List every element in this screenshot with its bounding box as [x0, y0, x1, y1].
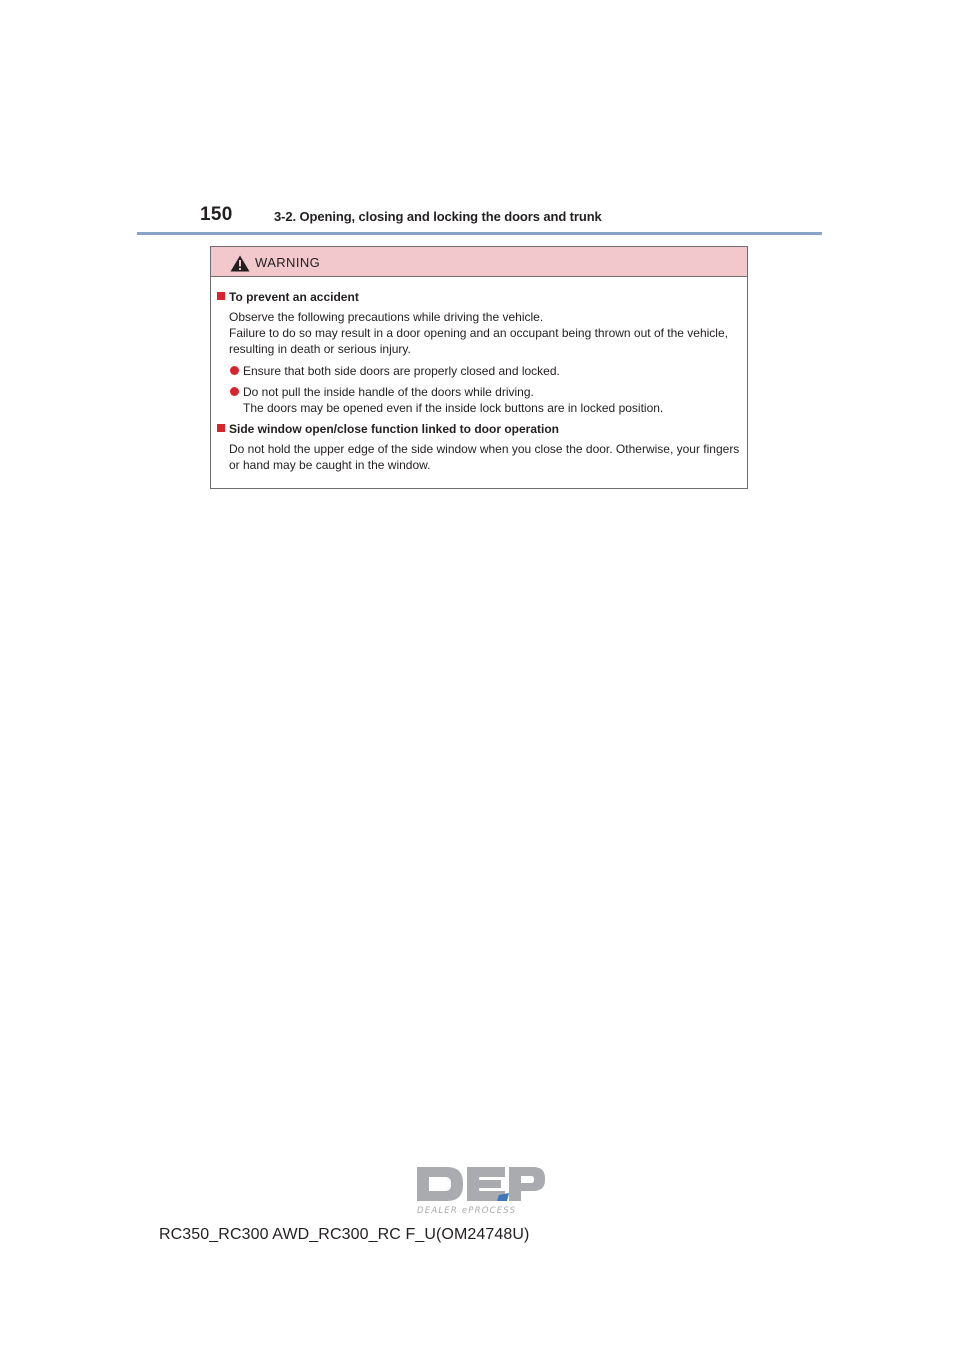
list-item-text: Do not pull the inside handle of the doors while driving. — [243, 385, 534, 399]
list-item — [229, 384, 743, 416]
bullet-list — [229, 363, 749, 416]
warning-header — [211, 247, 747, 277]
item-paragraph: Failure to do so may result in a door opening and an occupant being thrown out of the vehicle, resulting in death or serious injury. — [229, 326, 728, 356]
item-paragraph: Do not hold the upper edge of the side window when you close the door. Otherwise, your fingers or hand may be caught in the window. — [229, 442, 740, 472]
logo-subtitle: DEALER ePROCESS — [417, 1206, 517, 1215]
warning-triangle-icon — [230, 255, 250, 272]
page-number: 150 — [200, 204, 233, 225]
warning-body — [211, 289, 749, 478]
page-header — [200, 204, 820, 228]
warning-box — [210, 246, 748, 489]
warning-item-side-window — [211, 421, 749, 473]
item-heading: To prevent an accident — [229, 290, 359, 304]
square-bullet-icon — [217, 424, 225, 432]
circle-bullet-icon — [230, 387, 239, 396]
section-title: 3-2. Opening, closing and locking the doors and trunk — [274, 209, 602, 224]
dealer-eprocess-logo — [413, 1163, 547, 1215]
circle-bullet-icon — [230, 366, 239, 375]
list-item-text: The doors may be opened even if the inside lock buttons are in locked position. — [243, 401, 664, 415]
header-divider — [137, 232, 822, 235]
warning-title: WARNING — [255, 255, 321, 270]
list-item-text: Ensure that both side doors are properly closed and locked. — [243, 364, 560, 378]
item-paragraph: Observe the following precautions while driving the vehicle. — [229, 310, 544, 324]
square-bullet-icon — [217, 292, 225, 300]
warning-item-accident — [211, 289, 749, 416]
model-id-footer: RC350_RC300 AWD_RC300_RC F_U(OM24748U) — [159, 1226, 530, 1243]
list-item — [229, 363, 743, 379]
item-heading: Side window open/close function linked to door operation — [229, 422, 560, 436]
